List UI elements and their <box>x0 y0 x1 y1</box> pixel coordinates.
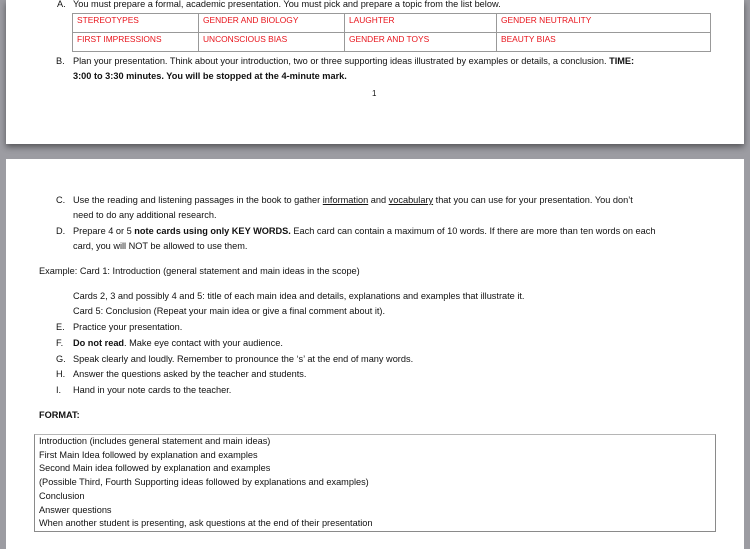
topic-cell: GENDER AND TOYS <box>345 33 497 52</box>
item-d-text <box>73 225 655 237</box>
item-c-label: C. <box>56 195 66 205</box>
item-d-line2: card, you will NOT be allowed to use them. <box>73 241 248 251</box>
topic-cell: UNCONSCIOUS BIAS <box>199 33 345 52</box>
document-page-1 <box>6 0 744 144</box>
item-b-time-text: 3:00 to 3:30 minutes. You will be stopped at the 4-minute mark. <box>73 71 347 81</box>
topic-cell: LAUGHTER <box>345 14 497 33</box>
item-b-time-label: TIME: <box>609 56 635 66</box>
format-line: Introduction (includes general statement and main ideas) <box>39 436 271 446</box>
item-g-text: Speak clearly and loudly. Remember to pronounce the ‘s’ at the end of many words. <box>73 354 414 364</box>
table-row <box>73 14 711 33</box>
item-e-text: Practice your presentation. <box>73 322 183 332</box>
example-line: Example: Card 1: Introduction (general statement and main ideas in the scope) <box>39 266 360 276</box>
item-f-body: . Make eye contact with your audience. <box>124 338 283 348</box>
format-box <box>34 434 716 532</box>
item-c-post: that you can use for your presentation. You don’t <box>433 195 633 205</box>
format-line: Answer questions <box>39 504 112 515</box>
item-f-bold: Do not read <box>73 338 125 348</box>
topic-cell: GENDER AND BIOLOGY <box>199 14 345 33</box>
item-c-text <box>73 194 633 206</box>
item-d-label: D. <box>56 226 66 236</box>
item-b-text <box>73 55 634 67</box>
item-a-text: You must prepare a formal, academic presentation. You must pick and prepare a topic from the list below. <box>73 0 501 9</box>
topics-table <box>72 13 711 52</box>
item-c-pre: Use the reading and listening passages in the book to gather <box>73 195 323 205</box>
card5-line: Card 5: Conclusion (Repeat your main idea or give a final comment about it). <box>73 306 386 316</box>
item-f-label: F. <box>56 338 64 348</box>
item-h-label: H. <box>56 369 66 379</box>
topic-cell: GENDER NEUTRALITY <box>497 14 711 33</box>
item-i-label: I. <box>56 385 62 395</box>
page-number: 1 <box>372 89 377 98</box>
item-b-body: Plan your presentation. Think about your introduction, two or three supporting ideas illustrated by examples or details, a conclusion. <box>73 56 610 66</box>
topic-cell: BEAUTY BIAS <box>497 33 711 52</box>
format-line: Second Main idea followed by explanation and examples <box>39 463 271 474</box>
item-b-label: B. <box>56 56 65 66</box>
item-a-label: A. <box>57 0 66 9</box>
document-page-2 <box>6 159 744 549</box>
item-c-line2: need to do any additional research. <box>73 210 217 220</box>
topic-cell: FIRST IMPRESSIONS <box>73 33 199 52</box>
item-c-information: information <box>322 195 369 205</box>
format-line: (Possible Third, Fourth Supporting ideas followed by explanations and examples) <box>39 477 369 488</box>
item-d-pre: Prepare 4 or 5 <box>73 226 135 236</box>
table-row <box>73 33 711 52</box>
cards-line: Cards 2, 3 and possibly 4 and 5: title of each main idea and details, explanations and examples that illustrate it. <box>73 291 525 301</box>
item-d-bold: note cards using only KEY WORDS. <box>134 226 291 236</box>
format-line: When another student is presenting, ask questions at the end of their presentation <box>39 518 373 529</box>
format-heading: FORMAT: <box>39 410 80 420</box>
item-h-text: Answer the questions asked by the teacher and students. <box>73 369 307 379</box>
item-g-label: G. <box>56 354 66 364</box>
format-line: Conclusion <box>39 490 85 501</box>
item-i-text: Hand in your note cards to the teacher. <box>73 385 232 395</box>
item-d-post: Each card can contain a maximum of 10 words. If there are more than ten words on each <box>290 226 656 236</box>
item-c-mid: and <box>368 195 389 205</box>
item-c-vocabulary: vocabulary <box>388 195 434 205</box>
item-f-text <box>73 337 283 349</box>
topic-cell: STEREOTYPES <box>73 14 199 33</box>
format-line: First Main Idea followed by explanation and examples <box>39 449 258 460</box>
item-e-label: E. <box>56 322 65 332</box>
